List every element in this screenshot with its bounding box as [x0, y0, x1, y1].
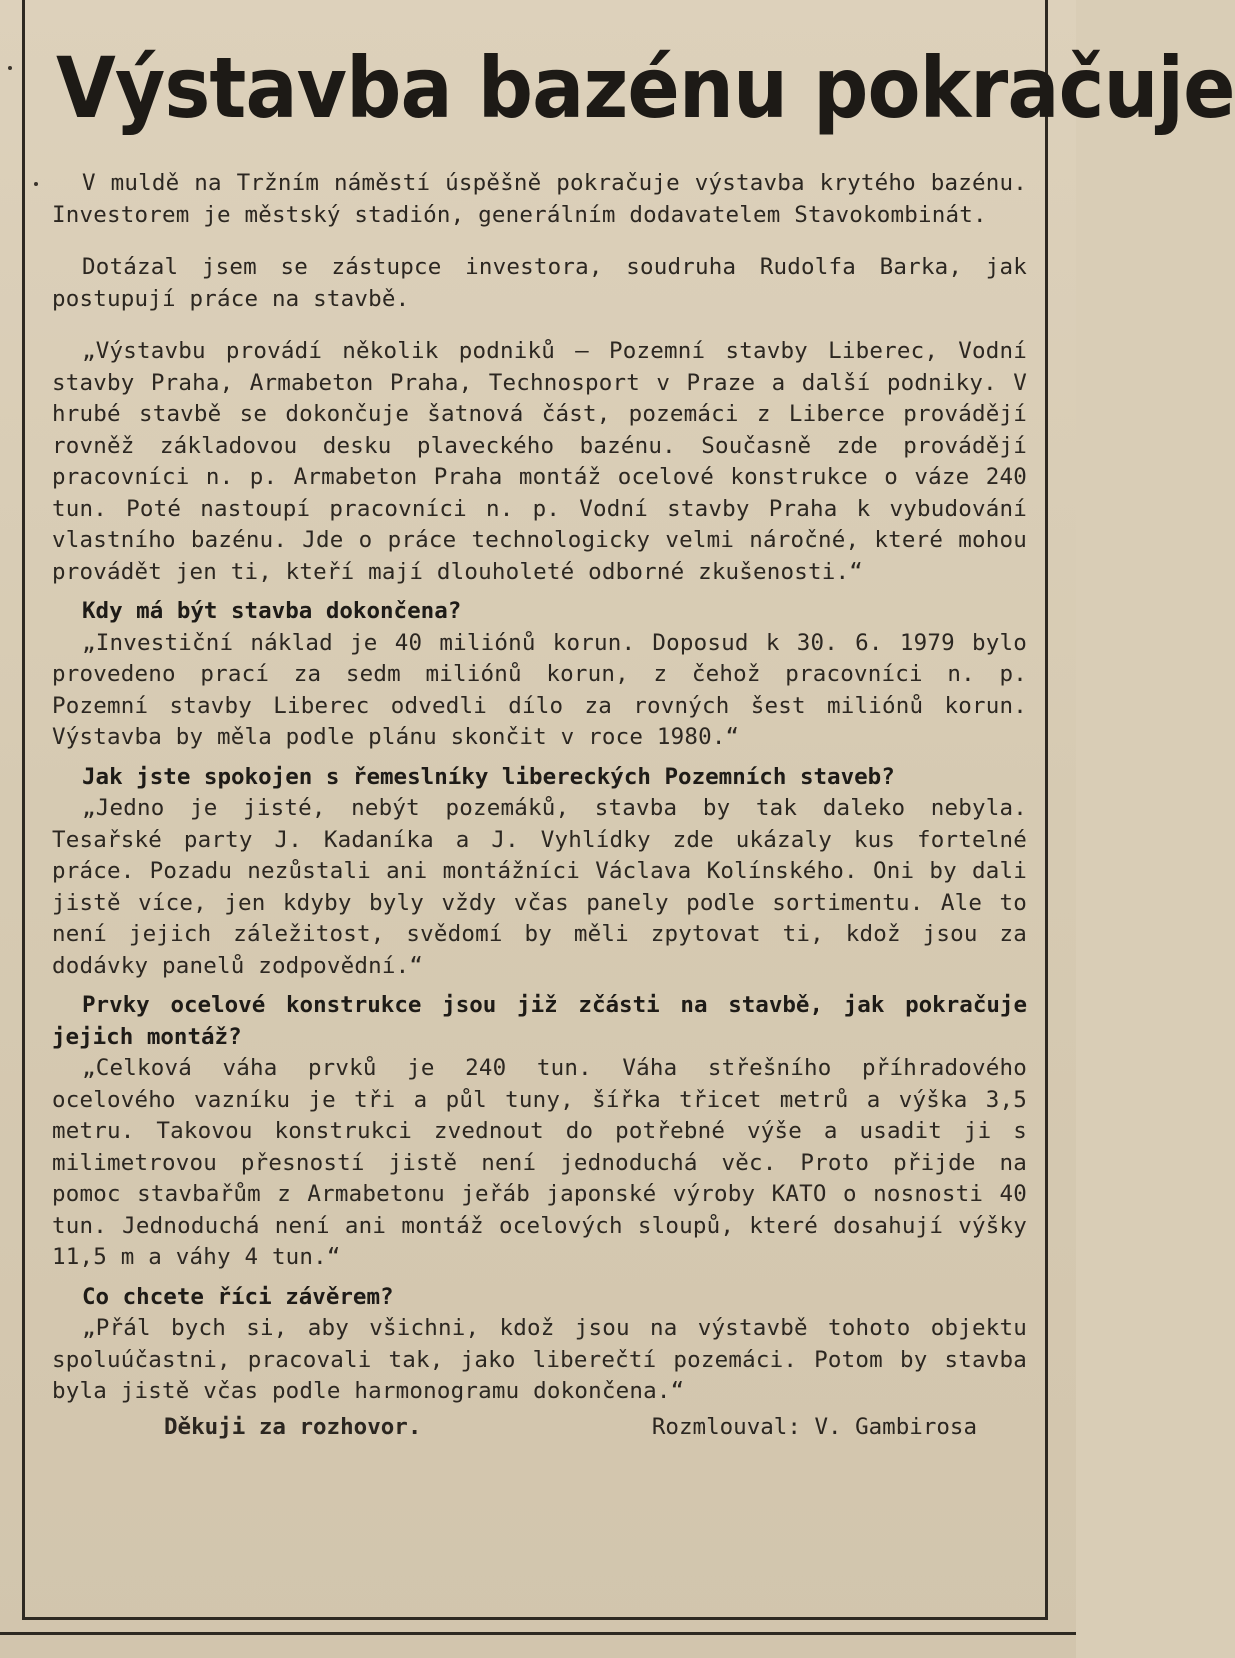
interview-answer: „Investiční náklad je 40 miliónů korun. Doposud k 30. 6. 1979 bylo provedeno prací za sedm miliónů korun, z čehož pracovníci n. p. Pozemní stavby Liberec odvedli dílo za rovných šest miliónů korun. Výstavba by měla podle plánu skončit v roce 1980.“: [52, 629, 1027, 750]
interview-question: Jak jste spokojen s řemeslníky libereckých Pozemních staveb?: [82, 763, 895, 790]
print-speck: [34, 182, 38, 186]
investor-answer-paragraph: „Výstavbu provádí několik podniků — Pozemní stavby Liberec, Vodní stavby Praha, Armabeton Praha, Technosport v Praze a další podniky. V hrubé stavbě se dokončuje šatnová část, pozemáci z Liberce provádějí rovněž základovou desku plaveckého bazénu. Současně zde provádějí pracovníci n. p. Armabeton Praha montáž ocelové konstrukce o váze 240 tun. Poté nastoupí pracovníci n. p. Vodní stavby Praha k vybudování vlastního bazénu. Jde o práce technologicky velmi náročné, které mohou provádět jen ti, kteří mají dlouholeté odborné zkušenosti.“: [52, 338, 1027, 585]
interview-answer: „Celková váha prvků je 240 tun. Váha střešního příhradového ocelového vazníku je tři a půl tuny, šířka třicet metrů a výška 3,5 metru. Takovou konstrukci zvednout do potřebné výše a usadit ji s milimetrovou přesností jistě není jednoduchá věc. Proto přijde na pomoc stavbařům z Armabetonu jeřáb japonské výroby KATO o nosnosti 40 tun. Jednoduchá není ani montáž ocelových sloupů, které dosahují výšky 11,5 m a váhy 4 tun.“: [52, 1055, 1027, 1270]
intro-paragraph: V muldě na Tržním náměstí úspěšně pokračuje výstavba krytého bazénu. Investorem je městský stadión, generálním dodavatelem Stavokombinát.: [52, 170, 1027, 228]
print-speck: [8, 66, 12, 70]
interview-question: Co chcete říci závěrem?: [82, 1283, 394, 1310]
thanks-text: Děkuji za rozhovor.: [164, 1413, 422, 1440]
interviewer-credit: Rozmlouval: V. Gambirosa: [651, 1413, 977, 1440]
headline: Výstavba bazénu pokračuje: [56, 39, 1235, 137]
interview-answer: „Přál bych si, aby všichni, kdož jsou na výstavbě tohoto objektu spoluúčastni, pracovali tak, jako liberečtí pozemáci. Potom by stavba byla jistě včas podle harmonogramu dokončena.“: [52, 1315, 1027, 1404]
interview-question: Prvky ocelové konstrukce jsou již zčásti na stavbě, jak pokračuje jejich montáž?: [52, 992, 1027, 1050]
article-body: [52, 168, 1027, 1443]
interview-answer: „Jedno je jisté, nebýt pozemáků, stavba by tak daleko nebyla. Tesařské party J. Kadaníka a J. Vyhlídky zde ukázaly kus fortelné práce. Pozadu nezůstali ani montážníci Václava Kolínského. Oni by dali jistě více, jen kdyby byly vždy včas panely podle sortimentu. Ale to není jejich záležitost, svědomí by měli zpytovat ti, kdož jsou za dodávky panelů zodpovědní.“: [52, 795, 1027, 979]
bottom-rule: [0, 1632, 1076, 1635]
question-to-investor-paragraph: Dotázal jsem se zástupce investora, soudruha Rudolfa Barka, jak postupují práce na stavbě.: [52, 254, 1027, 312]
interview-question: Kdy má být stavba dokončena?: [82, 598, 462, 624]
signature-line: [52, 1412, 1027, 1444]
